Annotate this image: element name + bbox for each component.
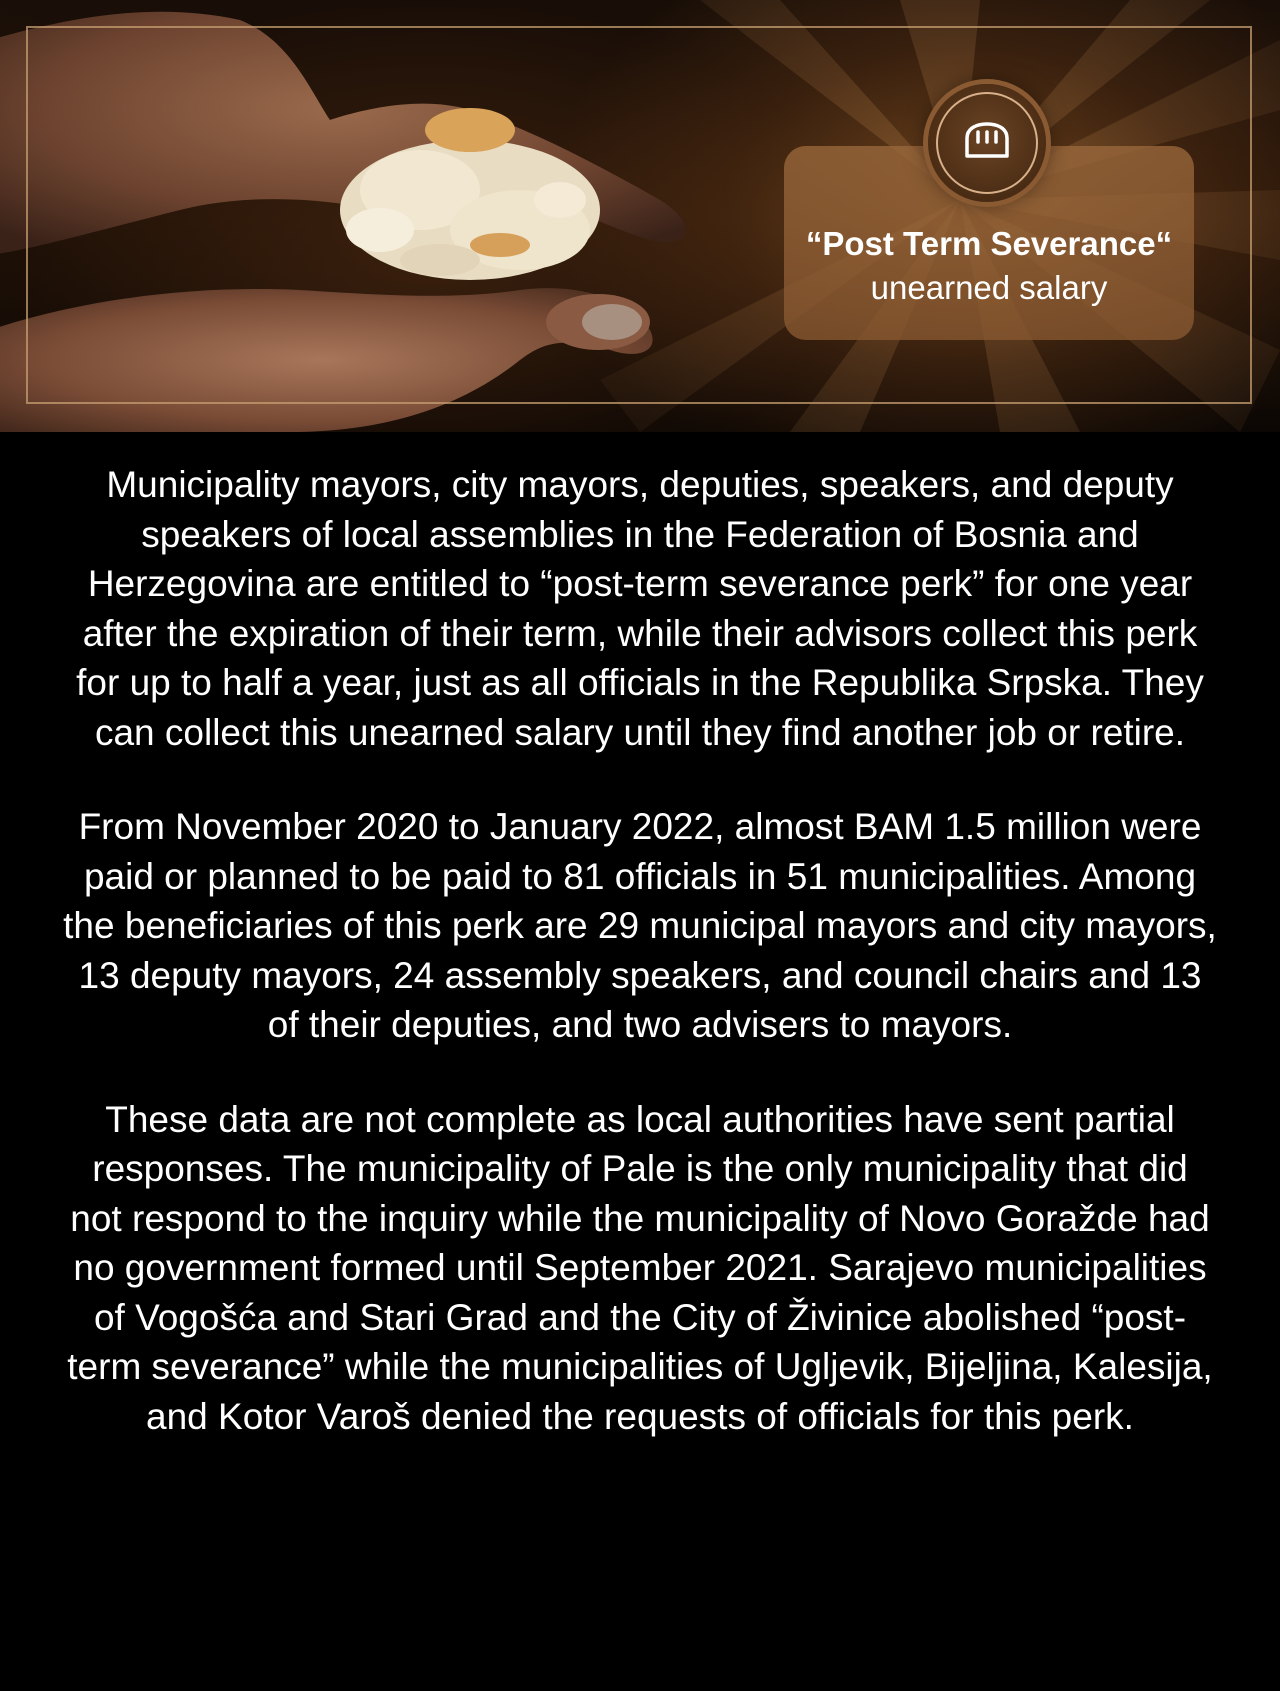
badge-title: “Post Term Severance“ (805, 225, 1173, 262)
article-body (40, 460, 1240, 1441)
paragraph-data-notes: These data are not complete as local authorities have sent partial responses. The municipality of Pale is the only municipality that did not respond to the inquiry while the municipality of Novo Goražde had no government formed until September 2021. Sarajevo municipalities of Vogošća and Stari Grad and the City of Živinice abolished “post-term severance” while the municipalities of Ugljevik, Bijeljina, Kalesija, and Kotor Varoš denied the requests of officials for this perk. (67, 1098, 1213, 1437)
hero-banner (0, 0, 1280, 432)
badge-subtitle: unearned salary (870, 269, 1108, 306)
bread-icon (928, 84, 1046, 202)
paragraph-entitlement: Municipality mayors, city mayors, deputies, speakers, and deputy speakers of local assemblies in the Federation of Bosnia and Herzegovina are entitled to “post-term severance perk” for one year after the expiration of their term, while their advisors collect this perk for up to half a year, just as all officials in the Republika Srpska. They can collect this unearned salary until they find another job or retire. (76, 464, 1204, 753)
paragraph-payments: From November 2020 to January 2022, almost BAM 1.5 million were paid or planned to be paid to 81 officials in 51 municipalities. Among the beneficiaries of this perk are 29 municipal mayors and city mayors, 13 deputy mayors, 24 assembly speakers, and council chairs and 13 of their deputies, and two advisers to mayors. (63, 806, 1217, 1045)
